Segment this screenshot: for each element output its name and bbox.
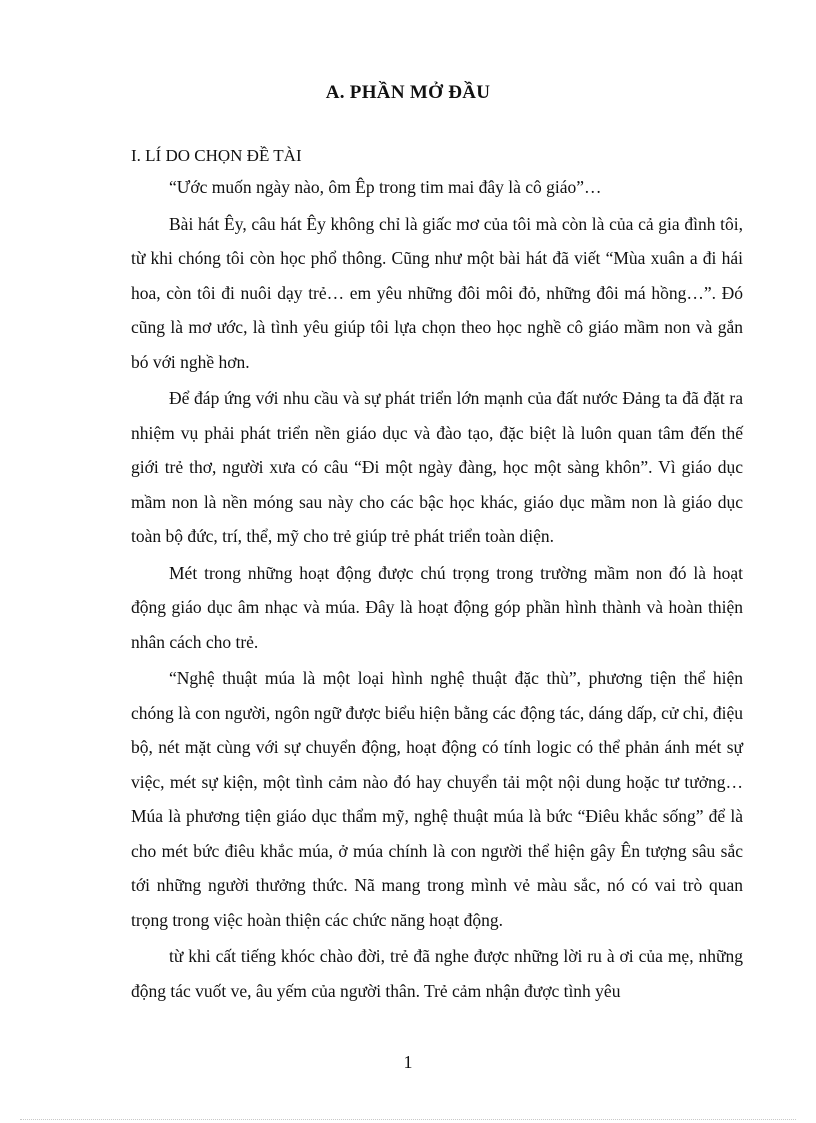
- section-heading: I. LÍ DO CHỌN ĐỀ TÀI: [131, 146, 302, 165]
- page-number: 1: [403, 1052, 413, 1072]
- paragraph-2: Bài hát Êy, câu hát Êy không chỉ là giấc mơ của tôi mà còn là của cả gia đình tôi, từ khi chóng tôi còn học phổ thông. Cũng như một bài hát đã viết “Mùa xuân a đi hái hoa, còn tôi đi nuôi dạy trẻ… em yêu những đôi môi đỏ, những đôi má hồng…”. Đó cũng là mơ ước, là tình yêu giúp tôi lựa chọn theo học nghề cô giáo mầm non và gắn bó với nghề hơn.: [131, 213, 743, 372]
- paragraph-3: Để đáp ứng với nhu cầu và sự phát triển lớn mạnh của đất nước Đảng ta đã đặt ra nhiệm vụ phải phát triển nền giáo dục và đào tạo, đặc biệt là luôn quan tâm đến thế giới trẻ thơ, người xưa có câu “Đi một ngày đàng, học một sàng khôn”. Vì giáo dục mầm non là nền móng sau này cho các bậc học khác, giáo dục mầm non là giáo dục toàn bộ đức, trí, thể, mỹ cho trẻ giúp trẻ phát triển toàn diện.: [131, 388, 743, 546]
- paragraph-5: “Nghệ thuật múa là một loại hình nghệ thuật đặc thù”, phương tiện thể hiện chóng là con người, ngôn ngữ được biểu hiện bằng các động tác, dáng dấp, cử chỉ, điệu bộ, nét mặt cùng với sự chuyển động, hoạt động có tính logic có thể phản ánh mét sự việc, mét sự kiện, một tình cảm nào đó hay chuyển tải một nội dung hoặc tư tưởng… Múa là phương tiện giáo dục thẩm mỹ, nghệ thuật múa là bức “Điêu khắc sống” để là cho mét bức điêu khắc múa, ở múa chính là con người thể hiện gây Ên tượng sâu sắc tới những người thưởng thức. Nã mang trong mình vẻ màu sắc, nó có vai trò quan trọng trong việc hoàn thiện các chức năng hoạt động.: [131, 668, 743, 930]
- paragraph-6: từ khi cất tiếng khóc chào đời, trẻ đã nghe được những lời ru à ơi của mẹ, những động tác vuốt ve, âu yếm của người thân. Trẻ cảm nhận được tình yêu: [131, 946, 743, 1001]
- paragraph-1: “Ước muốn ngày nào, ôm Êp trong tim mai đây là cô giáo”…: [169, 177, 602, 197]
- page-bottom-rule: [20, 1119, 796, 1120]
- paragraph-4: Mét trong những hoạt động được chú trọng trong trường mầm non đó là hoạt động giáo dục âm nhạc và múa. Đây là hoạt động góp phần hình thành và hoàn thiện nhân cách cho trẻ.: [131, 562, 743, 652]
- document-body: [131, 141, 743, 1008]
- document-title: A. PHẦN MỞ ĐẦU: [325, 82, 491, 103]
